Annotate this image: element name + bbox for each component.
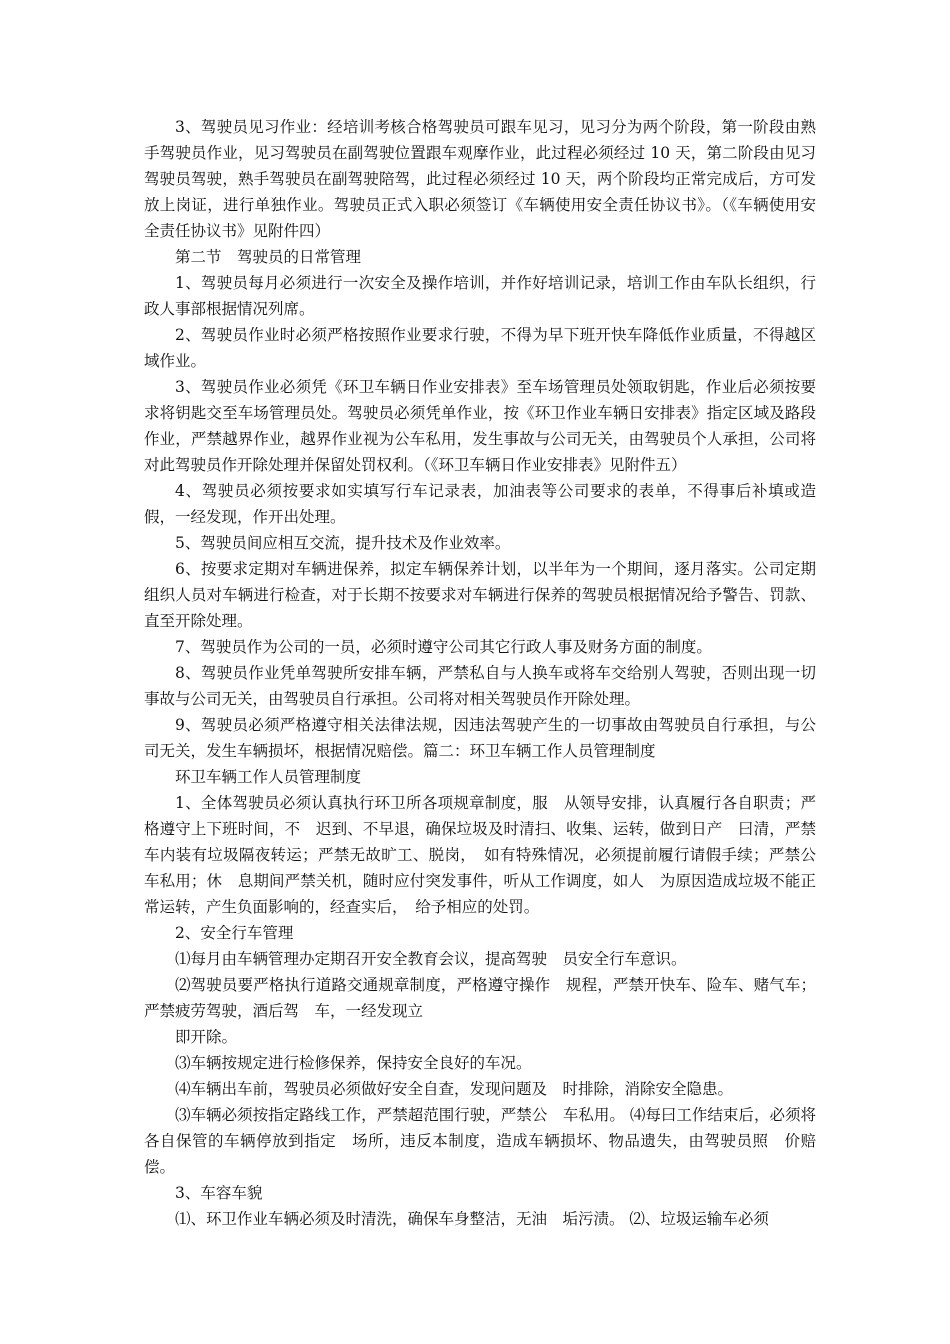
paragraph-safe-driving-1: ⑴每月由车辆管理办定期召开安全教育会议，提高驾驶 员安全行车意识。 [175, 950, 687, 968]
section-heading-staff-rules: 环卫车辆工作人员管理制度 [175, 768, 362, 786]
subheading-safe-driving: 2、安全行车管理 [175, 924, 294, 942]
paragraph-safe-driving-3: ⑶车辆按规定进行检修保养，保持安全良好的车况。 [175, 1054, 532, 1072]
paragraph-item-8: 8、驾驶员作业凭单驾驶所安排车辆，严禁私自与人换车或将车交给别人驾驶，否则出现一切事故与公司无关，由驾驶员自行承担。公司将对相关驾驶员作开除处理。 [144, 664, 816, 708]
paragraph-staff-rule-1: 1、全体驾驶员必须认真执行环卫所各项规章制度，服 从领导安排，认真履行各自职责；严格遵守上下班时间，不 迟到、不早退，确保垃圾及时清扫、收集、运转，做到日产 曰清，严禁车内装有垃圾隔夜转运；严禁无故旷工、脱岗， 如有特殊情况，必须提前履行请假手续；严禁公车私用；休 息期间严禁关机，随时应付突发事件，听从工作调度，如人 为原因造成垃圾不能正常运转，产生负面影响的，经查实后， 给予相应的处罚。 [144, 794, 816, 916]
document-page [144, 114, 816, 1232]
paragraph-safe-driving-4: ⑷车辆出车前，驾驶员必须做好安全自查，发现问题及 时排除，消除安全隐患。 [175, 1080, 734, 1098]
section-heading-daily-management: 第二节 驾驶员的日常管理 [175, 248, 362, 266]
paragraph-driver-internship: 3、驾驶员见习作业：经培训考核合格驾驶员可跟车见习，见习分为两个阶段，第一阶段由熟手驾驶员作业，见习驾驶员在副驾驶位置跟车观摩作业，此过程必须经过 10 天，第二阶段由见习驾驶员驾驶，熟手驾驶员在副驾驶陪驾，此过程必须经过 10 天，两个阶段均正常完成后，方可发放上岗证，进行单独作业。驾驶员正式入职必须签订《车辆使用安全责任协议书》。（《车辆使用安全责任协议书》见附件四） [144, 118, 816, 240]
subheading-vehicle-appearance: 3、车容车貌 [175, 1184, 263, 1202]
paragraph-item-7: 7、驾驶员作为公司的一员，必须时遵守公司其它行政人事及财务方面的制度。 [175, 638, 712, 656]
paragraph-item-6: 6、按要求定期对车辆进保养，拟定车辆保养计划，以半年为一个期间，逐月落实。公司定期组织人员对车辆进行检查，对于长期不按要求对车辆进行保养的驾驶员根据情况给予警告、罚款、直至开除处理。 [144, 560, 816, 630]
paragraph-safe-driving-2: ⑵驾驶员要严格执行道路交通规章制度，严格遵守操作 规程，严禁开快车、险车、赌气车；严禁疲劳驾驶，酒后驾 车，一经发现立 [144, 976, 816, 1020]
paragraph-safe-driving-2-cont: 即开除。 [175, 1028, 238, 1046]
paragraph-item-9: 9、驾驶员必须严格遵守相关法律法规，因违法驾驶产生的一切事故由驾驶员自行承担，与公司无关，发生车辆损坏，根据情况赔偿。篇二：环卫车辆工作人员管理制度 [144, 716, 816, 760]
paragraph-item-4: 4、驾驶员必须按要求如实填写行车记录表，加油表等公司要求的表单，不得事后补填或造假，一经发现，作开出处理。 [144, 482, 816, 526]
paragraph-vehicle-appearance-1: ⑴、环卫作业车辆必须及时清洗，确保车身整洁，无油 垢污渍。 ⑵、垃圾运输车必须 [175, 1210, 769, 1228]
paragraph-item-5: 5、驾驶员间应相互交流，提升技术及作业效率。 [175, 534, 511, 552]
paragraph-item-3: 3、驾驶员作业必须凭《环卫车辆日作业安排表》至车场管理员处领取钥匙，作业后必须按要求将钥匙交至车场管理员处。驾驶员必须凭单作业，按《环卫作业车辆日安排表》指定区域及路段作业，严禁越界作业，越界作业视为公车私用，发生事故与公司无关，由驾驶员个人承担，公司将对此驾驶员作开除处理并保留处罚权利。（《环卫车辆日作业安排表》见附件五） [144, 378, 816, 474]
paragraph-safe-driving-5: ⑶车辆必须按指定路线工作，严禁超范围行驶，严禁公 车私用。 ⑷每曰工作结束后，必须将各自保管的车辆停放到指定 场所，违反本制度，造成车辆损坏、物品遗失，由驾驶员照 价赔偿。 [144, 1106, 816, 1176]
paragraph-item-2: 2、驾驶员作业时必须严格按照作业要求行驶，不得为早下班开快车降低作业质量，不得越区域作业。 [144, 326, 816, 370]
paragraph-item-1: 1、驾驶员每月必须进行一次安全及操作培训，并作好培训记录，培训工作由车队长组织，行政人事部根据情况列席。 [144, 274, 816, 318]
